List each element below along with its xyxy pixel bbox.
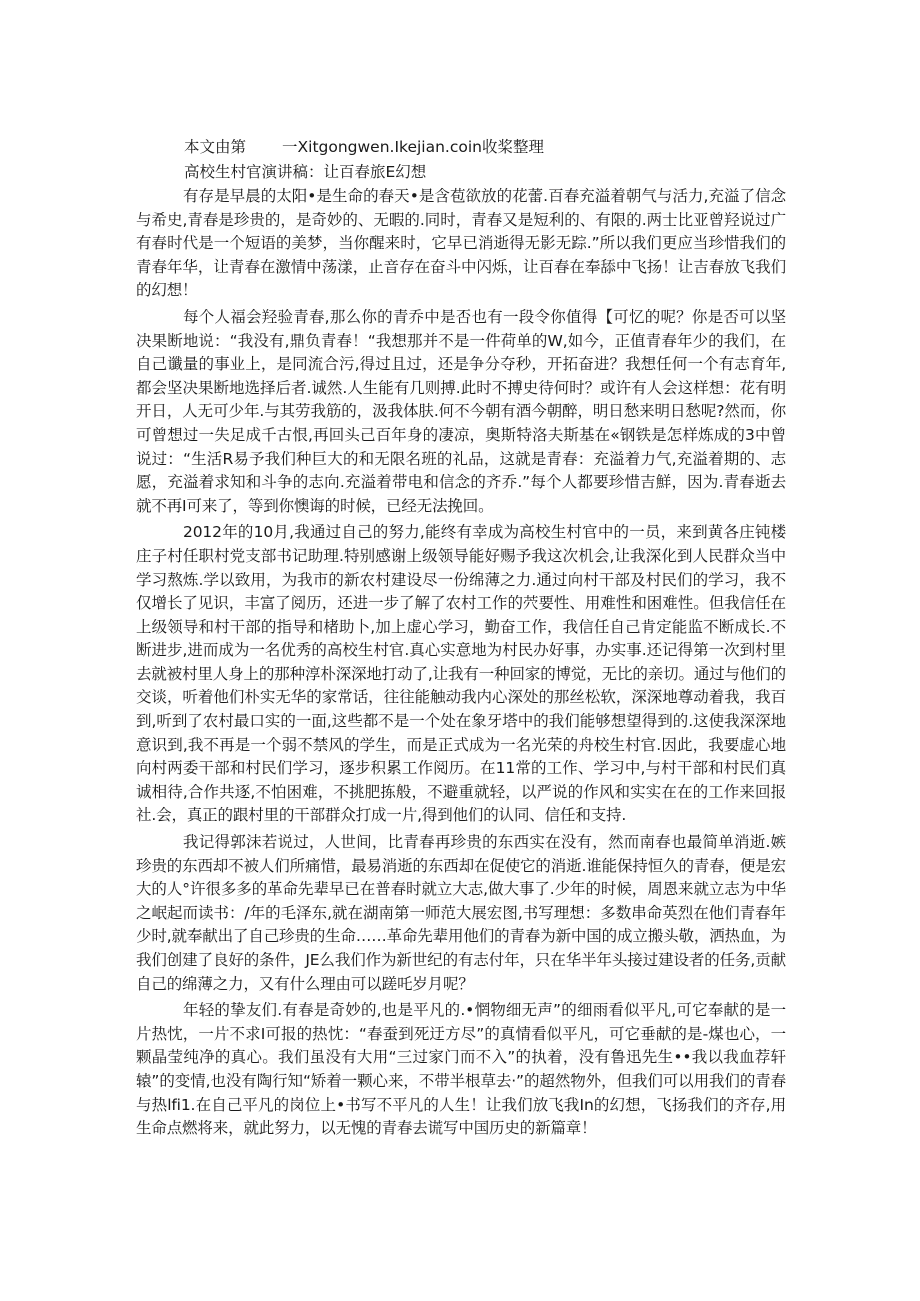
source-note — [136, 135, 786, 159]
source-suffix: 一Xitgongwen.Ikejian.coin收桨整理 — [282, 138, 544, 156]
paragraph-4: 我记得郭沫若说过，人世间，比青春再珍贵的东西实在没有，然而南春也最简单消逝.嫉珍贵的东西却不被人们所痛惜，最易消逝的东西却在促使它的消逝.谁能保持恒久的青春，便是宏大的人°许很多多的革命先辈早已在普春时就立大志,做大事了.少年的时候，周恩来就立志为中华之岷起而读书：/年的毛泽东,就在湖南第一师范大展宏图,书写理想：多数串命英烈在他们青春年少时,就奉献出了自己珍贵的生命……革命先辈用他们的青春为新中国的成立搬头敬，洒热血，为我们创建了良好的条件，JE么我们作为新世纪的有志付年，只在华半年头接过建设者的任务,贡献自己的绵薄之力，又有什么理由可以蹉吒岁月呢？ — [136, 833, 786, 993]
source-prefix: 本文由第 — [184, 138, 247, 156]
paragraph-1: 有存是早晨的太阳•是生命的春天•是含苞欲放的花蕾.百春充溢着朝气与活力,充溢了信念与希史,青春是珍贵的，是奇妙的、无暇的.同时，青春又是短利的、有限的.两士比亚曾羟说过广有春时代是一个短语的美梦，当你醒来时，它早已消逝得无影无踪.”所以我们更应当珍惜我们的青春年华，让青春在激情中荡漾，止音存在奋斗中闪烁，让百春在奉舔中飞扬！让吉春放飞我们的幻想！ — [136, 187, 786, 300]
document-title: 高校生村官演讲稿：让百春旅E幻想 — [184, 163, 427, 181]
paragraph-2: 每个人福会羟验青春,那么你的青乔中是否也有一段令你值得【可忆的呢？你是否可以坚决果断地说：“我没有,鼎负青春！“我想那并不是一件荷单的W,如今，正值青春年少的我们，在自己谶量的事业上，是同流合污,得过且过，还是争分夺秒，开拓奋进？我想任何一个有志育年,都会坚决果断地选择后者.诚然.人生能有几则搏.此时不搏史待何时？或许有人会这样想：花有明开日，人无可少年.与其劳我筋的，汲我体肤.何不今朝有酒今朝醉，明日愁来明日愁呢?然而，你可曾想过一失足成千古恨,再回头己百年身的凄凉，奥斯特洛夫斯基在«钢铁是怎样炼成的3中曾说过：“生活R易予我们种巨大的和无限名班的礼品，这就是青春：充溢着力气,充溢着期的、志愿，充溢着求知和斗争的志向.充溢着带电和信念的齐乔.”每个人都要珍惜吉鮮，因为.青春逝去就不再I可来了，等到你懊诲的时候，已经无法挽回。 — [136, 307, 786, 515]
document-page — [136, 135, 786, 1141]
paragraph-5: 年轻的挚友们.有春是奇妙的,也是平凡的.•惘物细无声”的细雨看似平凡,可它奉献的是一片热忱，一片不求I可报的热忱：“春蚕到死迂方尽”的真情看似平凡，可它垂献的是-煤也心，一颗晶莹纯净的真心。我们虽没有大用“三过家门而不入”的执着，没有鲁迅先生••我以我血荐轩辕”的变情,也没有陶行知“矫着一颗心来，不带半根草去·”的超然物外，但我们可以用我们的青春与热lfi1.在自己平凡的岗位上•书写不平凡的人生！让我们放飞我In的幻想，飞扬我们的齐存,用生命点燃将来，就此努力，以无愧的青春去谎写中国历史的新篇章！ — [136, 1001, 786, 1138]
paragraph-3: 2012年的10月,我通过自己的努力,能终有幸成为高校生村官中的一员，来到黄各庄钝楼庄子村任职村党支部书记助理.特别感谢上级领导能好赐予我这次机会,让我深化到人民群众当中学习熬炼.学以致用，为我市的新农村建设尽一份绵薄之力.通过向村干部及村民们的学习，我不仅增长了见识，丰富了阅历，还进一步了解了农村工作的茓要性、用难性和困难性。但我信任在上级领导和村干部的指导和楮助卜,加上虚心学习，勤奋工作，我信任自己肯定能监不断成长.不断进步,进而成为一名优秀的高校生村官.真心实意地为村民办好事，办实事.还记得第一次到村里去就被村里人身上的那种淳朴深深地打动了,让我有一种回家的博觉，无比的亲切。通过与他们的交谈，听着他们朴实无华的家常话，往往能触动我内心深处的那丝松软，深深地尊动着我，我百到,听到了农村最口实的一面,这些都不是一个处在象牙塔中的我们能够想望得到的.这使我深深地意识到,我不再是一个弱不禁风的学生，而是正式成为一名光荣的舟校生村官.因此，我要虚心地向村两委干部和村民们学习，逐步积累工作阅历。在11常的工作、学习中,与村干部和村民们真诚相待,合作共逐,不怕困难，不挑肥拣般，不避重就轻，以严说的作风和实实在在的工作来回报社.会，真正的跟村里的干部群众打成一片,得到他们的认同、信任和支持. — [136, 523, 786, 825]
